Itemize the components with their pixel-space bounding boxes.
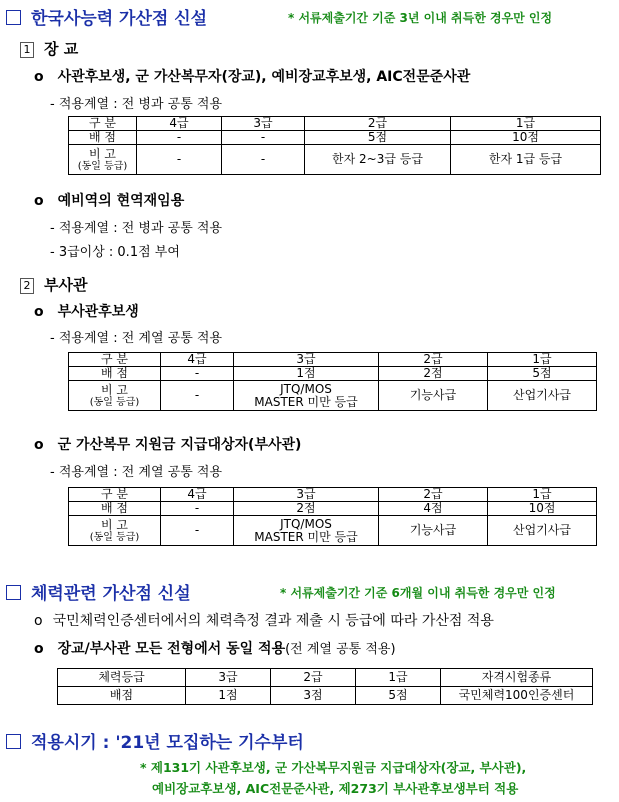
bullet-all-tracks: o 장교/부사관 모든 전형에서 동일 적용(전 계열 공통 적용)	[34, 641, 396, 657]
table-cell: 3급	[234, 353, 379, 367]
table-cell: 2급	[271, 669, 356, 687]
table-cell: 구 분	[69, 353, 161, 367]
table-cell: 5점	[356, 687, 441, 705]
applied-line: - 적용계열 : 전 병과 공통 적용	[50, 97, 223, 112]
table-cell: 4급	[161, 488, 234, 502]
table-cell: 2급	[379, 353, 488, 367]
extra-line: - 3급이상 : 0.1점 부여	[50, 245, 180, 260]
section-note: * 서류제출기간 기준 6개월 이내 취득한 경우만 인정	[280, 586, 556, 600]
table-cell: 구 분	[69, 117, 137, 131]
table-cell: 비 고 (동일 등급)	[69, 145, 137, 175]
bullet-military-subsidy-nco: o 군 가산복무 지원금 지급대상자(부사관)	[34, 437, 302, 453]
number-box: 1	[20, 42, 34, 58]
table-cell: 배 점	[69, 502, 161, 516]
table-row	[69, 131, 601, 145]
table-cell: 비 고 (동일 등급)	[69, 516, 161, 546]
table-cell: 1점	[234, 367, 379, 381]
fitness-score-table	[57, 668, 593, 705]
table-cell: 국민체력100인증센터	[441, 687, 593, 705]
table-cell: 2점	[379, 367, 488, 381]
table-cell: 2급	[379, 488, 488, 502]
table-cell: -	[161, 502, 234, 516]
section-title-effective-date: 적용시기 : '21년 모집하는 기수부터	[6, 728, 304, 753]
score-table-officer	[68, 116, 601, 175]
table-header-row	[69, 353, 597, 367]
table-header-row	[69, 117, 601, 131]
applied-line: - 적용계열 : 전 계열 공통 적용	[50, 465, 223, 480]
table-cell: 4급	[161, 353, 234, 367]
section-title-fitness: 체력관련 가산점 신설	[6, 579, 191, 604]
table-cell: 체력등급	[58, 669, 186, 687]
table-row	[69, 145, 601, 175]
table-cell: 1점	[186, 687, 271, 705]
table-cell: 비 고 (동일 등급)	[69, 381, 161, 411]
table-cell: -	[222, 145, 305, 175]
table-cell: 1급	[356, 669, 441, 687]
table-row	[69, 502, 597, 516]
table-cell: 배 점	[69, 131, 137, 145]
table-cell: 배점	[58, 687, 186, 705]
subsection-officer: 1 장 교	[20, 38, 78, 59]
section-title-korean-history: 한국사능력 가산점 신설	[6, 4, 207, 29]
table-cell: 5점	[305, 131, 451, 145]
table-cell: 기능사급	[379, 381, 488, 411]
applied-line: - 적용계열 : 전 계열 공통 적용	[50, 331, 223, 346]
table-cell: 5점	[488, 367, 597, 381]
table-cell: 4급	[137, 117, 222, 131]
table-cell: JTQ/MOS MASTER 미만 등급	[234, 381, 379, 411]
number-box: 2	[20, 278, 34, 294]
table-cell: 배 점	[69, 367, 161, 381]
checkbox-square-icon	[6, 585, 21, 600]
table-cell: 자격시험종류	[441, 669, 593, 687]
table-row	[69, 516, 597, 546]
table-cell: 10점	[488, 502, 597, 516]
table-cell: -	[161, 367, 234, 381]
checkbox-square-icon	[6, 10, 21, 25]
score-table-nco	[68, 352, 597, 411]
bullet-fitness-center: o 국민체력인증센터에서의 체력측정 결과 제출 시 등급에 따라 가산점 적용	[34, 613, 494, 629]
table-cell: 2급	[305, 117, 451, 131]
effective-note-line1: * 제131기 사관후보생, 군 가산복무지원금 지급대상자(장교, 부사관),	[140, 760, 527, 775]
table-cell: -	[222, 131, 305, 145]
bullet-nco-candidates: o 부사관후보생	[34, 304, 139, 320]
table-header-row	[58, 669, 593, 687]
checkbox-square-icon	[6, 734, 21, 749]
table-cell: 4점	[379, 502, 488, 516]
table-cell: 3급	[186, 669, 271, 687]
applied-line: - 적용계열 : 전 병과 공통 적용	[50, 221, 223, 236]
table-cell: 3급	[222, 117, 305, 131]
table-row	[58, 687, 593, 705]
section-note: * 서류제출기간 기준 3년 이내 취득한 경우만 인정	[288, 11, 553, 25]
table-cell: 3점	[271, 687, 356, 705]
table-row	[69, 381, 597, 411]
table-cell: 구 분	[69, 488, 161, 502]
table-cell: 1급	[488, 488, 597, 502]
table-cell: 산업기사급	[488, 381, 597, 411]
table-cell: 1급	[488, 353, 597, 367]
bullet-officer-candidates: o 사관후보생, 군 가산복무자(장교), 예비장교후보생, AIC전문준사관	[34, 69, 471, 85]
score-table-subsidy	[68, 487, 597, 546]
table-cell: JTQ/MOS MASTER 미만 등급	[234, 516, 379, 546]
table-cell: -	[161, 516, 234, 546]
table-cell: 3급	[234, 488, 379, 502]
subsection-nco: 2 부사관	[20, 274, 87, 295]
table-row	[69, 367, 597, 381]
table-cell: -	[137, 131, 222, 145]
table-header-row	[69, 488, 597, 502]
table-cell: 한자 1급 등급	[451, 145, 601, 175]
table-cell: 산업기사급	[488, 516, 597, 546]
table-cell: -	[161, 381, 234, 411]
table-cell: 1급	[451, 117, 601, 131]
table-cell: 10점	[451, 131, 601, 145]
table-cell: -	[137, 145, 222, 175]
bullet-reservist-reappointment: o 예비역의 현역재임용	[34, 193, 185, 209]
table-cell: 한자 2~3급 등급	[305, 145, 451, 175]
effective-note-line2: 예비장교후보생, AIC전문준사관, 제273기 부사관후보생부터 적용	[152, 781, 519, 796]
table-cell: 2점	[234, 502, 379, 516]
table-cell: 기능사급	[379, 516, 488, 546]
